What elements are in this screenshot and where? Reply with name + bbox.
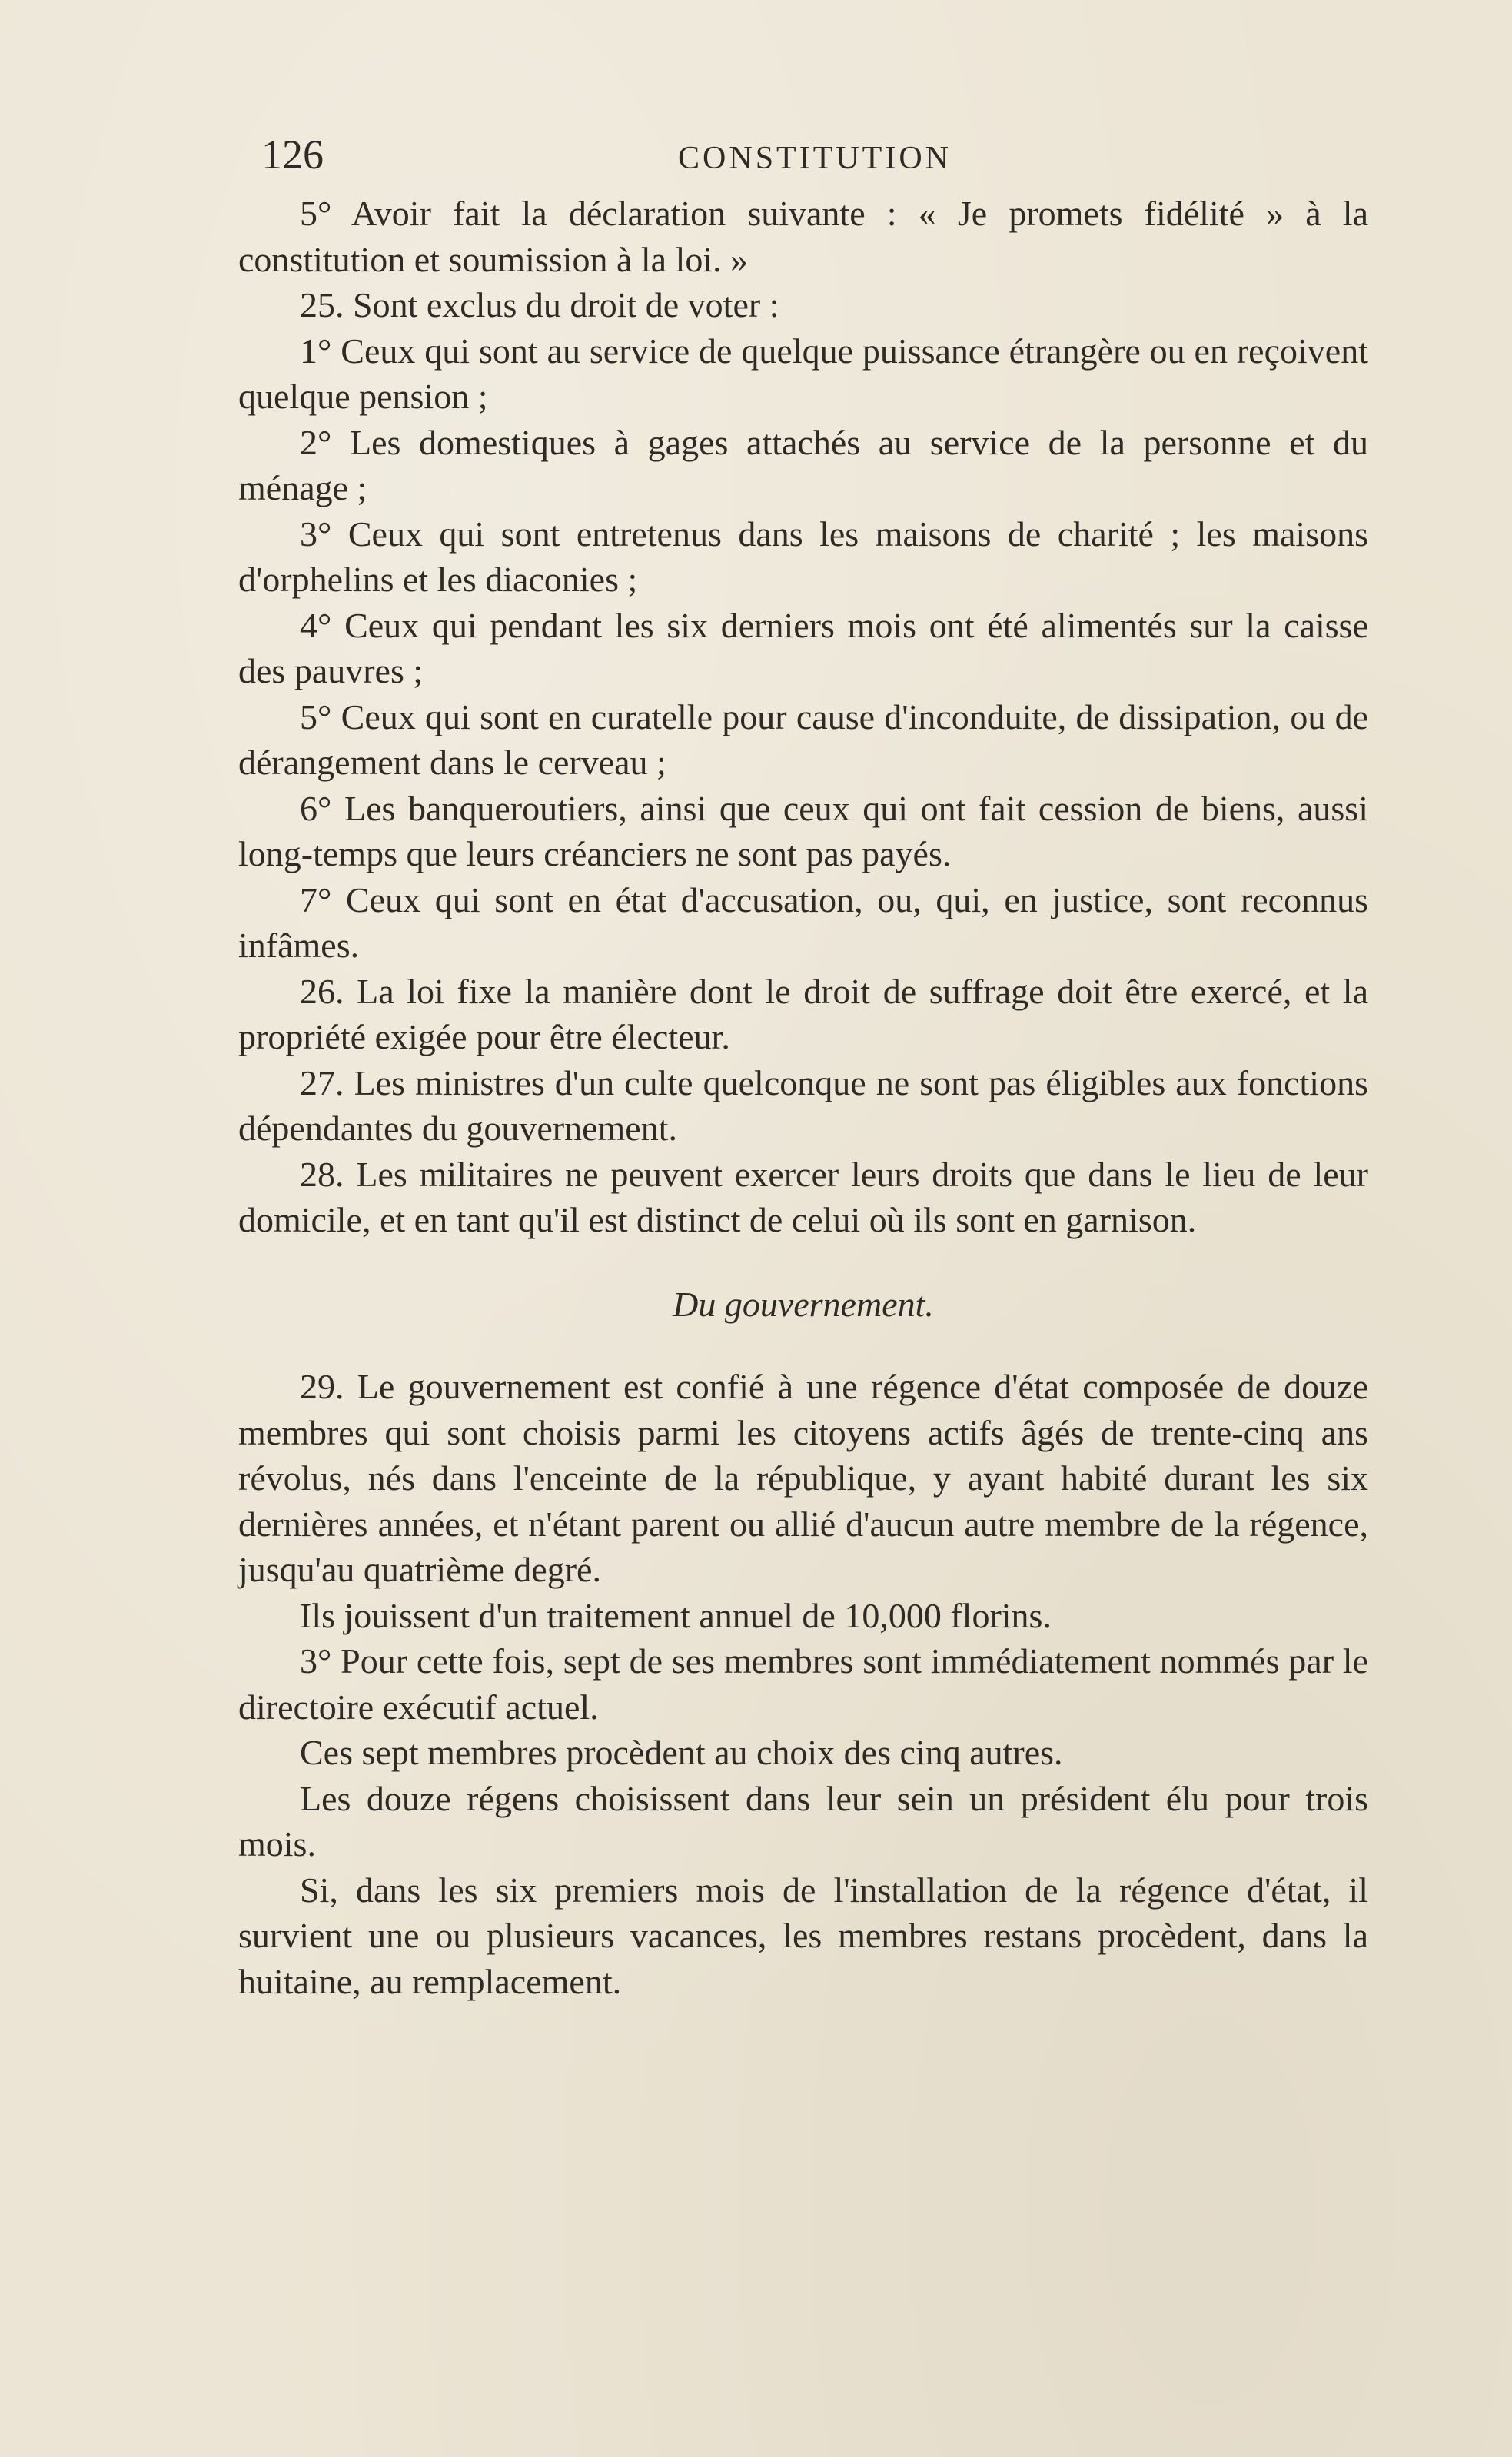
paragraph: 5° Avoir fait la déclaration suivante : « Je promets fidélité » à la constitution et soumission à la loi. »: [238, 194, 1368, 279]
paragraph: 28. Les militaires ne peuvent exercer leurs droits que dans le lieu de leur domicile, et en tant qu'il est distinct de celui où ils sont en garnison.: [238, 1154, 1368, 1239]
paragraph: 29. Le gouvernement est confié à une régence d'état composée de douze membres qui sont choisis parmi les citoyens actifs âgés de trente-cinq ans révolus, nés dans l'enceinte de la république, y ayant habité durant les six dernières années, et n'étant parent ou allié d'aucun autre membre de la régence, jusqu'au quatrième degré.: [238, 1367, 1368, 1589]
paragraph: 5° Ceux qui sont en curatelle pour cause d'inconduite, de dissipation, ou de dérangement dans le cerveau ;: [238, 697, 1368, 782]
text-block: [238, 191, 1368, 2004]
paragraph: Ces sept membres procèdent au choix des cinq autres.: [300, 1733, 1063, 1772]
paragraph: 6° Les banqueroutiers, ainsi que ceux qui ont fait cession de biens, aussi long-temps que leurs créanciers ne sont pas payés.: [238, 788, 1368, 873]
running-head: CONSTITUTION: [678, 141, 952, 176]
paragraph: 3° Ceux qui sont entretenus dans les maisons de charité ; les maisons d'orphelins et les diaconies ;: [238, 514, 1368, 599]
paragraph: 1° Ceux qui sont au service de quelque puissance étrangère ou en reçoivent quelque pension ;: [238, 331, 1368, 416]
page-header: [261, 131, 1368, 192]
paragraph: Les douze régens choisissent dans leur sein un président élu pour trois mois.: [238, 1778, 1368, 1864]
paragraph: 26. La loi fixe la manière dont le droit de suffrage doit être exercé, et la propriété exigée pour être électeur.: [238, 971, 1368, 1056]
section-title: Du gouvernement.: [673, 1284, 934, 1324]
paragraph: 27. Les ministres d'un culte quelconque ne sont pas éligibles aux fonctions dépendantes du gouvernement.: [238, 1062, 1368, 1148]
paragraph: 2° Les domestiques à gages attachés au service de la personne et du ménage ;: [238, 422, 1368, 507]
page-number: 126: [261, 131, 324, 178]
paragraph: Si, dans les six premiers mois de l'installation de la régence d'état, il survient une ou plusieurs vacances, les membres restans procèdent, dans la huitaine, au remplacement.: [238, 1870, 1368, 2001]
paragraph: 25. Sont exclus du droit de voter :: [300, 285, 779, 324]
paragraph: 4° Ceux qui pendant les six derniers mois ont été alimentés sur la caisse des pauvres ;: [238, 605, 1368, 690]
paragraph: 3° Pour cette fois, sept de ses membres sont immédiatement nommés par le directoire exécutif actuel.: [238, 1641, 1368, 1727]
paragraph: 7° Ceux qui sont en état d'accusation, ou, qui, en justice, sont reconnus infâmes.: [238, 879, 1368, 965]
paragraph: Ils jouissent d'un traitement annuel de 10,000 florins.: [300, 1595, 1052, 1635]
